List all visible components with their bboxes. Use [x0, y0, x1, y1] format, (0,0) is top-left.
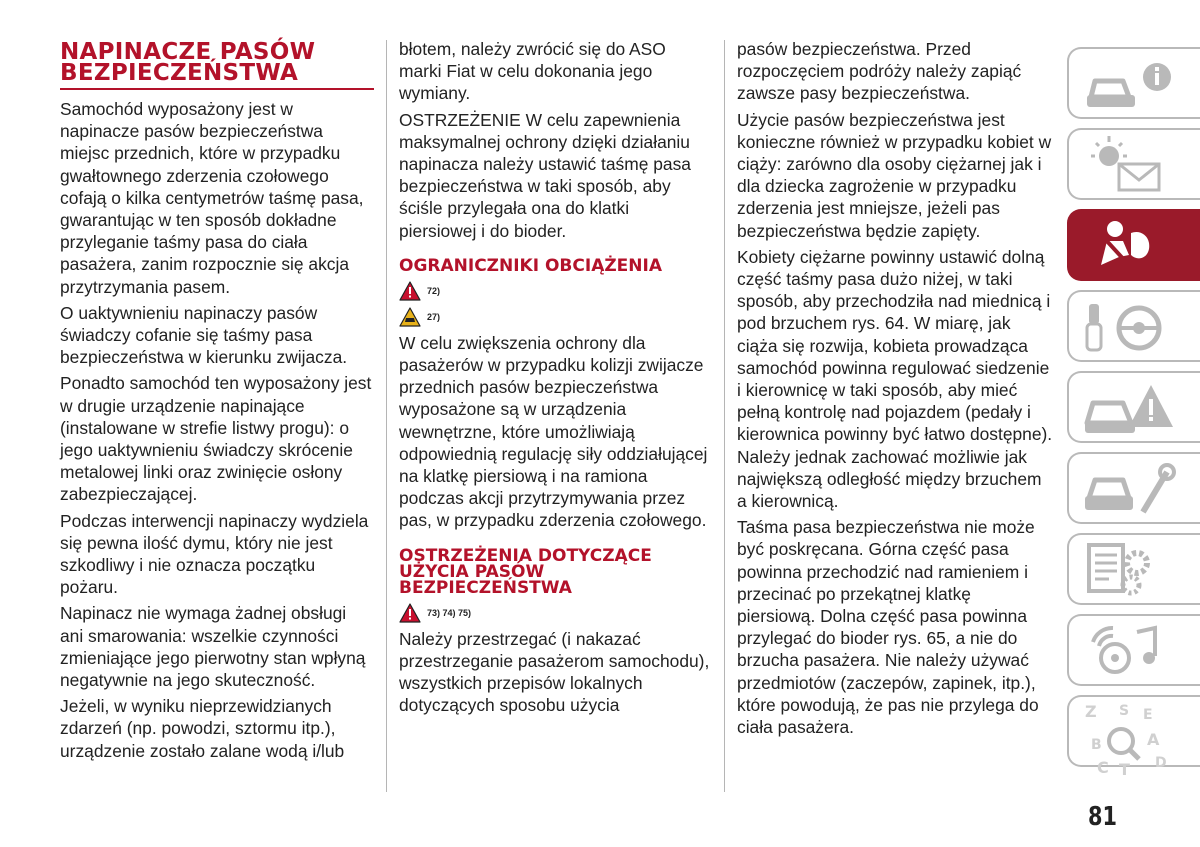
chapter-tab-lights[interactable] — [1067, 128, 1200, 200]
warning-triangle-icon — [399, 281, 421, 301]
paragraph: Użycie pasów bezpieczeństwa jest konieczne również w przypadku kobiet w ciąży: zarówno dla osoby ciężarnej jak i dla dziecka zagrożenie w przypadku zderzenia jest mniejsze, jeżeli pas bezpieczeństwa będzie zapięty. — [737, 109, 1052, 241]
car-wrench-icon — [1079, 458, 1189, 522]
index-letter: E — [1143, 707, 1153, 723]
chapter-tab-safety[interactable] — [1067, 209, 1200, 281]
seatbelt-airbag-icon — [1079, 215, 1189, 279]
paragraph: Napinacz nie wymaga żadnej obsługi ani smarowania: wszelkie czynności zmieniające jego pierwotny stan wpłyną negatywnie na jego skuteczność. — [60, 603, 366, 691]
warning-reference — [399, 602, 711, 624]
media-icon — [1079, 620, 1189, 684]
chapter-tab-index[interactable] — [1067, 695, 1200, 777]
index-letter: A — [1147, 730, 1160, 749]
index-letter: Z — [1085, 702, 1097, 721]
caution-reference — [399, 306, 711, 328]
section-heading: NAPINACZE PASÓW BEZPIECZEŃSTWA — [60, 42, 374, 90]
warning-reference — [399, 280, 711, 302]
column-1 — [60, 38, 374, 766]
document-gear-icon — [1079, 539, 1189, 603]
paragraph: O uaktywnieniu napinaczy pasów świadczy cofanie się taśmy pasa bezpieczeństwa w kierunku zwijacza. — [60, 302, 348, 368]
subsection-heading: OGRANICZNIKI OBCIĄŻENIA — [399, 255, 662, 276]
car-info-icon — [1079, 53, 1189, 117]
page-number: 81 — [1088, 802, 1117, 832]
paragraph: Jeżeli, w wyniku nieprzewidzianych zdarzeń (np. powodzi, sztormu itp.), urządzenie zostało zalane wodą i/lub — [60, 696, 345, 761]
index-letter: B — [1091, 737, 1102, 753]
paragraph: pasów bezpieczeństwa. Przed rozpoczęciem podróży należy zapiąć zawsze pasy bezpieczeństwa. — [737, 39, 1022, 104]
paragraph: Ponadto samochód ten wyposażony jest w drugie urządzenie napinające (instalowane w strefie listwy progu): o jego uaktywnieniu świadczy skrócenie metalowej linki oraz zwinięcie osłony zabezpieczającej. — [60, 373, 372, 505]
paragraph: Samochód wyposażony jest w napinacze pasów bezpieczeństwa miejsc przednich, które w przypadku gwałtownego zderzenia czołowego cofają o kilka centymetrów taśmę pasa, gwarantując w ten sposób dokładne przyleganie taśmy pasa do ciała pasażera, zanim rozpocznie się akcja przytrzymania pasem. — [60, 99, 364, 297]
paragraph: W celu zwiększenia ochrony dla pasażerów w przypadku kolizji zwijacze przednich pasów bezpieczeństwa wyposażone są w urządzenia wewnętrzne, które umożliwiają odpowiednią regulację siły oddziałującej na klatkę piersiową i na ramiona podczas akcji przytrzymywania przez pas, w przypadku zderzenia czołowego. — [399, 332, 708, 531]
column-2 — [399, 38, 711, 720]
chapter-tab-emergency[interactable] — [1067, 371, 1200, 443]
paragraph: Kobiety ciężarne powinny ustawić dolną część taśmy pasa dużo niżej, w taki sposób, aby przechodziła nad miednicą i pod brzuchem rys. 64. W miarę, jak ciąża się rozwija, kobieta prowadząca samochód powinna regulować siedzenie i kierownicę w taki sposób, aby mieć pełną kontrolę nad pojazdem (pedały i kierownica powinny być łatwo dostępne). Należy jednak zachować możliwie jak największą odległość między brzuchem a kierownicą. — [737, 246, 1053, 512]
index-letter: S — [1119, 703, 1130, 719]
footnote-ref[interactable]: 72) — [427, 285, 441, 296]
paragraph: OSTRZEŻENIE W celu zapewnienia maksymalnej ochrony dzięki działaniu napinacza należy ustawić taśmę pasa bezpieczeństwa w taki sposób, aby ściśle przylegała ona do klatki piersiowej i do bioder. — [399, 109, 691, 241]
paragraph: Taśma pasa bezpieczeństwa nie może być poskręcana. Górna część pasa powinna przechodzić nad ramieniem i przecinać po przekątnej klatkę piersiową. Dolna część pasa powinna przylegać do bioder rys. 65, a nie do brzucha pasażera. Nie należy używać przedmiotów (zaczepów, zapinek, itp.), które powodują, że pas nie przylega do ciała pasażera. — [737, 517, 1039, 738]
paragraph: Podczas interwencji napinaczy wydziela się pewna ilość dymu, który nie jest szkodliwy i nie oznacza początku pożaru. — [60, 510, 369, 598]
footnote-ref[interactable]: 27) — [427, 311, 441, 322]
subsection-heading: OSTRZEŻENIA DOTYCZĄCE UŻYCIA PASÓW BEZPIECZEŃSTWA — [399, 545, 652, 598]
column-divider — [724, 40, 725, 792]
index-letters-icon — [1079, 701, 1189, 777]
paragraph: błotem, należy zwrócić się do ASO marki Fiat w celu dokonania jego wymiany. — [399, 39, 666, 104]
chapter-tab-maintenance[interactable] — [1067, 452, 1200, 524]
key-steering-icon — [1079, 296, 1189, 360]
chapter-tab-multimedia[interactable] — [1067, 614, 1200, 686]
lights-mail-icon — [1079, 134, 1189, 198]
chapter-tab-specifications[interactable] — [1067, 533, 1200, 605]
caution-car-triangle-icon — [399, 307, 421, 327]
warning-car-icon — [1079, 377, 1189, 441]
column-divider — [386, 40, 387, 792]
warning-triangle-icon — [399, 603, 421, 623]
chapter-tab-controls[interactable] — [1067, 290, 1200, 362]
chapter-tab-car-info[interactable] — [1067, 47, 1200, 119]
index-letter: D — [1155, 755, 1167, 771]
footnote-ref[interactable]: 73) 74) 75) — [427, 607, 472, 618]
index-letter: T — [1119, 760, 1130, 777]
index-letter: C — [1097, 758, 1109, 777]
column-3 — [737, 38, 1053, 742]
paragraph: Należy przestrzegać (i nakazać przestrzeganie pasażerom samochodu), wszystkich przepisów lokalnych dotyczących sposobu użycia — [399, 628, 710, 716]
